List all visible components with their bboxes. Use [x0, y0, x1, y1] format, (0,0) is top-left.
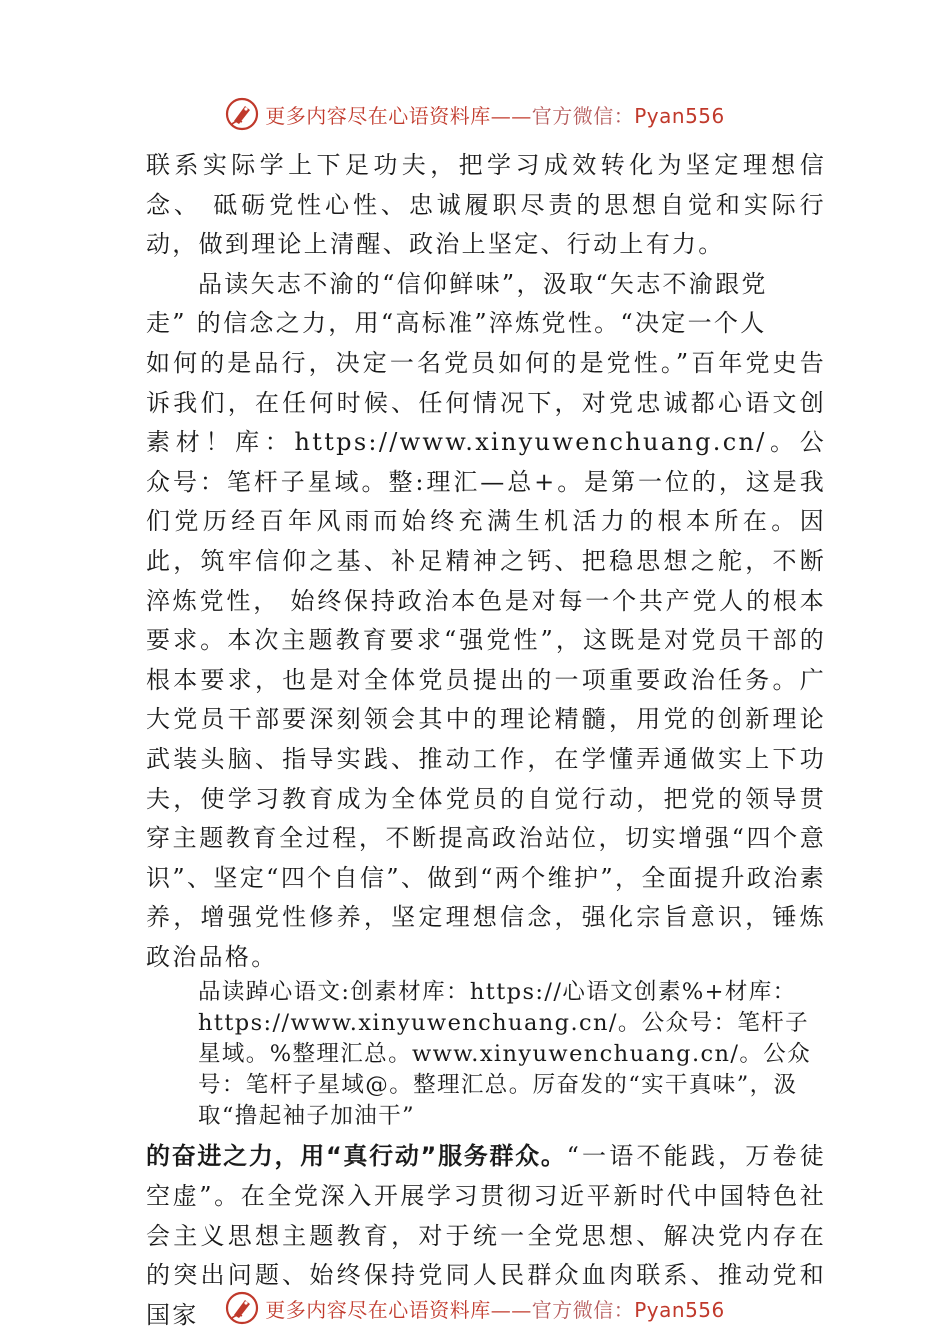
header-text — [265, 100, 725, 129]
paragraph-3-text: “一语不能践，万卷徒空虚”。在全党深入开展学习贯彻习近平新时代中国特色社会主义思想主题教育，对于统一全党思想、解决党内存在的突出问题、始终保持党同人民群众血肉联系、推动党和国家 — [146, 1142, 826, 1329]
quote-block: 品读踔心语文:创素材库：https://心语文创素%+材库：https://www.xinyuwenchuang.cn/。公众号：笔杆子星域。%整理汇总。www.xinyuwenchuang.cn/。公众号：笔杆子星域@。整理汇总。厉奋发的“实干真味”，汲取“撸起袖子加油干” — [198, 979, 812, 1129]
header-title: 更多内容尽在心语资料库 — [265, 103, 491, 128]
header-wechat-label: 官方微信： — [531, 103, 635, 128]
header-banner — [0, 94, 950, 134]
footer-wechat-label: 官方微信： — [531, 1297, 635, 1322]
document-body — [146, 146, 826, 1335]
header-wechat-id: Pyan556 — [634, 103, 725, 128]
pen-nib-logo-icon-footer — [225, 1291, 259, 1325]
paragraph-2-line-2: 走” 的信念之力，用“高标准”淬炼党性。“决定一个人 — [146, 309, 767, 338]
paragraph-2: 如何的是品行，决定一名党员如何的是党性。”百年党史告诉我们，在任何时候、任何情况下，对党忠诚都心语文创素材！库：https://www.xinyuwenchuang.cn/。公众号：笔杆子星域。整:理汇—总+。是第一位的，这是我们党历经百年风雨而始终充满生机活力的根本所在。因此，筑牢信仰之基、补足精神之钙、把稳思想之舵，不断淬炼党性， 始终保持政治本色是对每一个共产党人的根本要求。本次主题教育要求“强党性”，这既是对党员干部的根本要求，也是对全体党员提出的一项重要政治任务。广大党员干部要深刻领会其中的理论精髓，用党的创新理论武装头脑、指导实践、推动工作，在学懂弄通做实上下功夫，使学习教育成为全体党员的自觉行动，把党的领导贯穿主题教育全过程，不断提高政治站位，切实增强“四个意识”、坚定“四个自信”、做到“两个维护”，全面提升政治素养，增强党性修养，坚定理想信念，强化宗旨意识，锤炼政治品格。 — [146, 348, 826, 971]
footer-wechat-id: Pyan556 — [634, 1297, 725, 1322]
paragraph-1: 联系实际学上下足功夫，把学习成效转化为坚定理想信念、 砥砺党性心性、忠诚履职尽责的思想自觉和实际行动，做到理论上清醒、政治上坚定、行动上有力。 — [146, 151, 826, 259]
footer-title: 更多内容尽在心语资料库 — [265, 1297, 491, 1322]
footer-dash: —— — [490, 1297, 532, 1322]
footer-text — [265, 1294, 725, 1323]
paragraph-2-line-1: 品读矢志不渝的“信仰鲜味”，汲取“矢志不渝跟党 — [198, 269, 768, 298]
pen-nib-logo-icon — [225, 97, 259, 131]
header-dash: —— — [490, 103, 532, 128]
footer-banner — [0, 1288, 950, 1328]
paragraph-3-bold: 的奋进之力，用“真行动”服务群众。 — [146, 1142, 567, 1171]
